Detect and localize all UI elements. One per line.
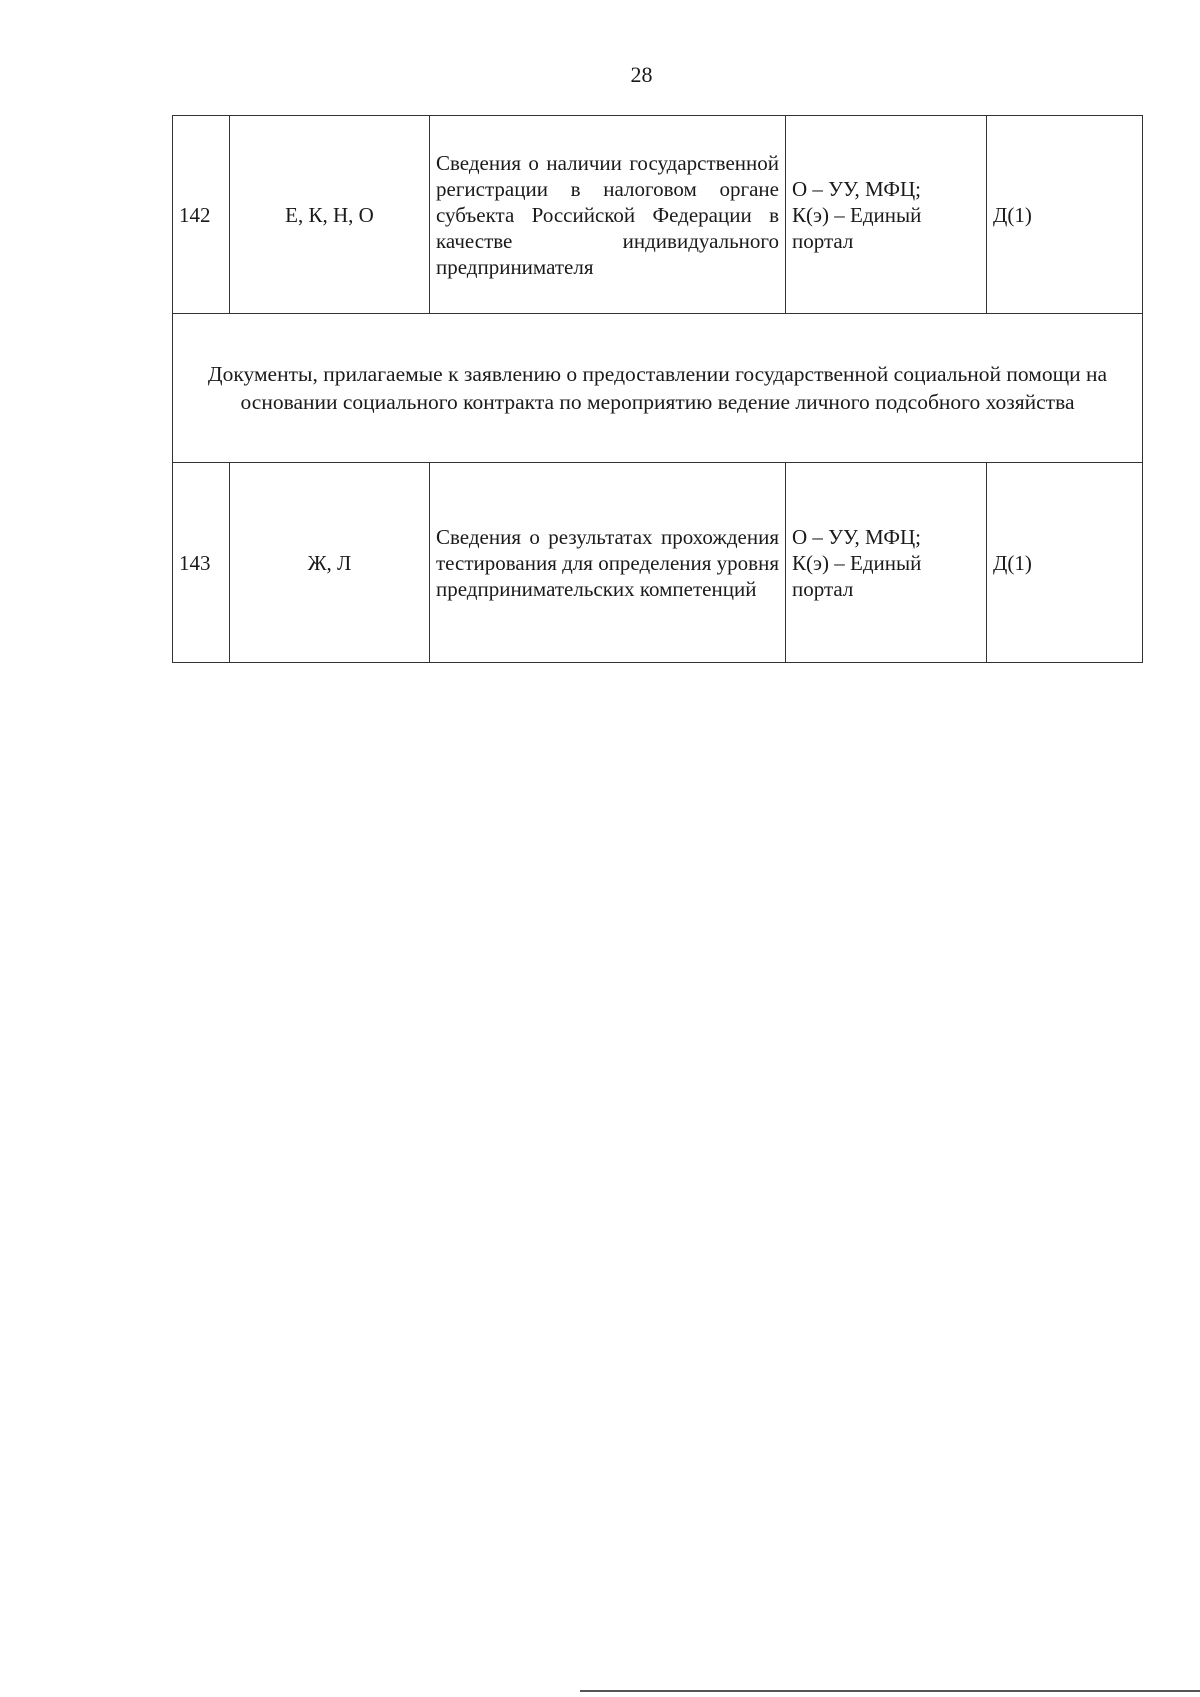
submission-method-line: О – УУ, МФЦ;: [792, 524, 921, 549]
row-number: 142: [173, 116, 230, 314]
category-codes: Е, К, Н, О: [230, 116, 430, 314]
document-description: Сведения о результатах прохождения тестирования для определения уровня предпринимательских компетенций: [430, 463, 786, 663]
table-row: [173, 116, 1143, 314]
category-codes: Ж, Л: [230, 463, 430, 663]
submission-method: [786, 116, 987, 314]
document-form: Д(1): [987, 116, 1143, 314]
submission-method-line: О – УУ, МФЦ;: [792, 176, 921, 201]
section-title: Документы, прилагаемые к заявлению о предоставлении государственной социальной помощи на основании социального контракта по мероприятию ведение личного подсобного хозяйства: [173, 314, 1143, 463]
page-number: 28: [630, 62, 653, 87]
document-form: Д(1): [987, 463, 1143, 663]
row-number: 143: [173, 463, 230, 663]
submission-method-line: К(э) – Единый портал: [792, 550, 922, 601]
document-description: Сведения о наличии государственной регистрации в налоговом органе субъекта Российской Федерации в качестве индивидуального предпринимателя: [430, 116, 786, 314]
submission-method-line: К(э) – Единый портал: [792, 202, 922, 253]
table-row: [173, 463, 1143, 663]
submission-method: [786, 463, 987, 663]
scan-edge-line: [580, 1690, 1200, 1692]
documents-table: [172, 115, 1143, 663]
section-row: [173, 314, 1143, 463]
